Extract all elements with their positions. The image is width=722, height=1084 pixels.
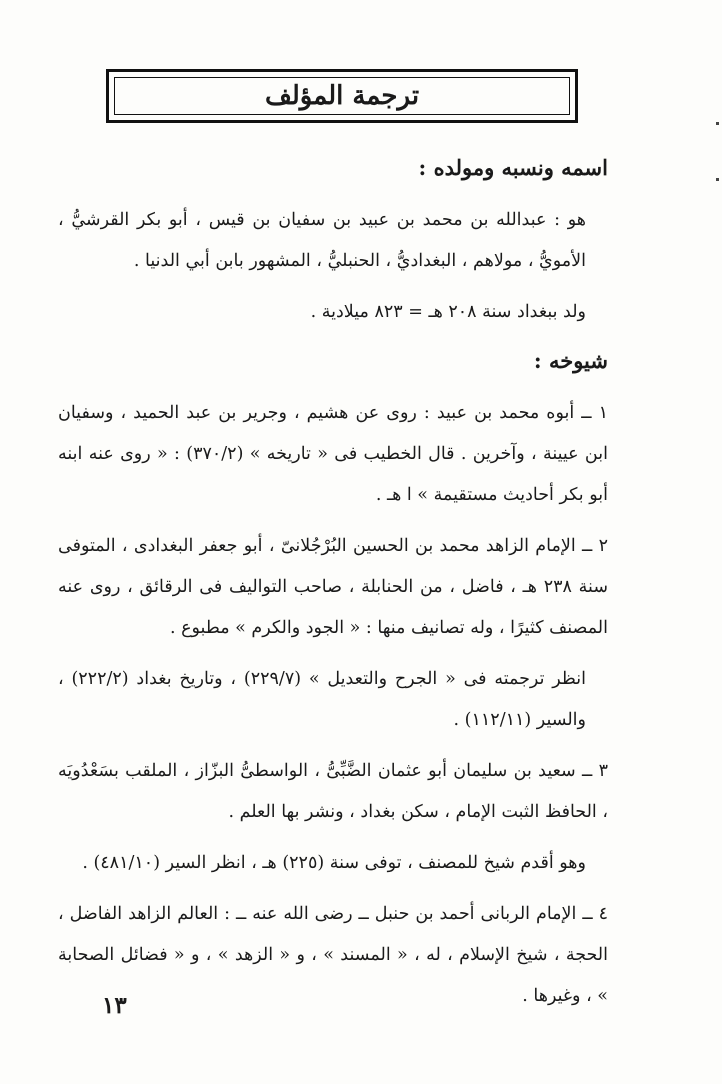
birth-paragraph: ولد ببغداد سنة ٢٠٨ هـ = ٨٢٣ ميلادية . — [310, 302, 586, 322]
page-number: ١٣ — [102, 992, 127, 1019]
teacher-item-4: ٤ ــ الإمام الربانى أحمد بن حنبل ــ رضى الله عنه ــ : العالم الزاهد الفاضل ، الحجة ، شيخ الإسلام ، له ، « المسند » ، و « الزهد » ، و « فضائل الصحابة » ، وغيرها . — [58, 904, 608, 1006]
margin-mark — [716, 122, 719, 125]
teacher-item-1: ١ ــ أبوه محمد بن عبيد : روى عن هشيم ، وجرير بن عبد الحميد ، وسفيان ابن عيينة ، وآخرين . قال الخطيب فى « تاريخه » (٣٧٠/٢) : « روى عنه ابنه أبو بكر أحاديث مستقيمة » ا هـ . — [58, 403, 608, 505]
section-heading-name: اسمه ونسبه ومولده : — [418, 155, 608, 180]
title-frame — [106, 69, 578, 123]
section-heading-teachers: شيوخه : — [533, 348, 608, 373]
teacher-item-2-note: انظر ترجمته فى « الجرح والتعديل » (٢٢٩/٧) ، وتاريخ بغداد (٢٢٢/٢) ، والسير (١١٢/١١) . — [58, 669, 586, 730]
page-body — [58, 150, 608, 1027]
name-paragraph: هو : عبدالله بن محمد بن عبيد بن سفيان بن قيس ، أبو بكر القرشيُّ ، الأمويُّ ، مولاهم ، البغداديُّ ، الحنبليُّ ، المشهور بابن أبي الدنيا . — [58, 210, 586, 271]
page-title: ترجمة المؤلف — [114, 77, 570, 115]
teacher-item-3: ٣ ــ سعيد بن سليمان أبو عثمان الضَّبِّىُّ ، الواسطىُّ البزّاز ، الملقب بسَعْدُويَه ، الحافظ الثبت الإمام ، سكن بغداد ، ونشر بها العلم . — [58, 761, 608, 822]
teacher-item-3-note: وهو أقدم شيخ للمصنف ، توفى سنة (٢٢٥) هـ ، انظر السير (٤٨١/١٠) . — [82, 853, 586, 873]
teacher-item-2: ٢ ــ الإمام الزاهد محمد بن الحسين البُرْجُلانىّ ، أبو جعفر البغدادى ، المتوفى سنة ٢٣٨ هـ ، فاضل ، من الحنابلة ، صاحب التواليف فى الرقائق ، روى عنه المصنف كثيرًا ، وله تصانيف منها : « الجود والكرم » مطبوع . — [58, 536, 609, 638]
margin-mark — [716, 178, 719, 181]
